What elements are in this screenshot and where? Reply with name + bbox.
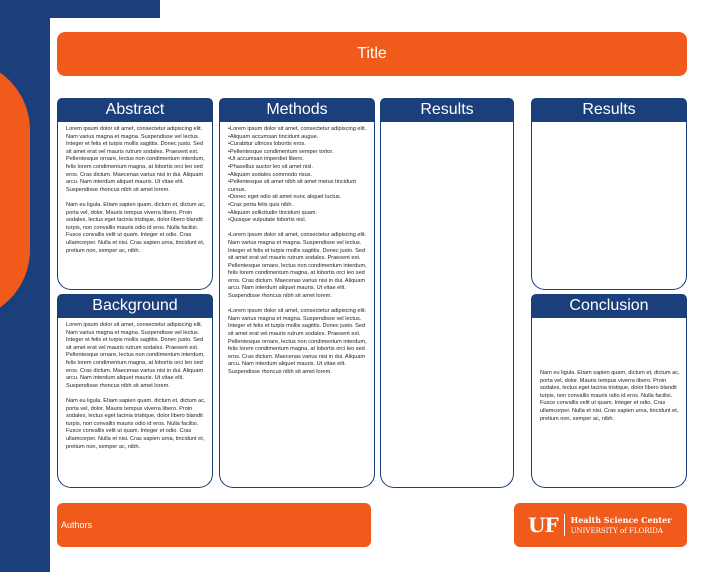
logo-line-2: UNIVERSITY of FLORIDA (570, 527, 663, 535)
background-heading: Background (92, 297, 178, 314)
results-box-1[interactable] (380, 122, 514, 488)
conclusion-box[interactable] (531, 318, 687, 488)
uf-logo-bar (514, 503, 687, 547)
conclusion-body: Nam eu ligula. Etiam sapien quam, dictum et, dictum ac, porta vel, dolor. Mauris tempus viverra libero. Proin sodales, lectus eget lacinia tristique, dolor libero blandit turpis, non convallis mauris odio id eros. Nulla facilisi. Fusce convallis velit ut quam. Integer et odio. Cras ullamcorper. Nulla et nisi. Cras sapien urna, tincidunt et, pretium non, semper ac, nibh. (540, 370, 680, 422)
results-header-2 (531, 98, 687, 122)
results-box-2[interactable] (531, 122, 687, 290)
background-body: Lorem ipsum dolor sit amet, consectetur adipiscing elit. Nam varius magna et magna. Suspendisse vel lectus. Integer et felis et turpis mollis sagittis. Donec justo. Sed sit amet erat vel mauris rutrum sodales. Praesent est. Pellentesque ornare, lectus non condimentum interdum, felis lorem condimentum magna, at lobortis orci leo sed eros. Cras dictum. Maecenas varius nisi in dui. Aliquam arcu. Nam interdum aliquet mauris. Ut vitae elit. Suspendisse rhoncus nibh sit amet lorem. Nam eu ligula. Etiam sapien quam, dictum et, dictum ac, porta vel, dolor. Mauris tempus viverra libero. Proin sodales, lectus eget lacinia tristique, dolor libero blandit turpis, non convallis mauris odio id eros. Nulla facilisi. Fusce convallis velit ut quam. Integer et odio. Cras ullamcorper. Nulla et nisi. Cras sapien urna, tincidunt et, pretium non, semper ac, nibh. (66, 322, 206, 450)
background-header (57, 294, 213, 318)
poster-title: Title (357, 45, 387, 62)
methods-body: •Lorem ipsum dolor sit amet, consectetur adipiscing elit. •Aliquam accumsan tincidunt augue. •Curabitur ultrices lobortis eros. •Pellentesque condimentum semper tortor. •Ut accumsan imperdiet libero. •Phasellus auctor leo sit amet nisl. •Aliquam sodales commodo risus. •Pellentesque sit amet nibh sit amet metus tincidunt cursus. •Donec eget odio sit amet nunc aliquet luctus. •Cras porta felis quis nibh. •Aliquam sollicitudin tincidunt quam. •Quisque vulputate lobortis nisl. •Lorem ipsum dolor sit amet, consectetur adipiscing elit. Nam varius magna et magna. Suspendisse vel lectus. Integer et felis et turpis mollis sagittis. Donec justo. Sed sit amet erat vel mauris rutrum sodales. Praesent est. Pellentesque ornare, lectus non condimentum interdum, felis lorem condimentum magna, at lobortis orci leo sed eros. Cras dictum. Maecenas varius nisi in dui. Aliquam arcu. Nam interdum aliquet mauris. Ut vitae elit. Suspendisse rhoncus nibh sit amet lorem. •Lorem ipsum dolor sit amet, consectetur adipiscing elit. Nam varius magna et magna. Suspendisse vel lectus. Integer et felis et turpis mollis sagittis. Donec justo. Sed sit amet erat vel mauris rutrum sodales. Praesent est. Pellentesque ornare, lectus non condimentum interdum, felis lorem condimentum magna, at lobortis orci leo sed eros. Cras dictum. Maecenas varius nisi in dui. Aliquam arcu. Nam interdum aliquet mauris. Ut vitae elit. Suspendisse rhoncus nibh sit amet lorem. (228, 126, 367, 375)
logo-divider (564, 514, 565, 536)
methods-box[interactable] (219, 122, 375, 488)
conclusion-header (531, 294, 687, 318)
background-box[interactable] (57, 318, 213, 488)
abstract-header (57, 98, 213, 122)
abstract-body: Lorem ipsum dolor sit amet, consectetur adipiscing elit. Nam varius magna et magna. Suspendisse vel lectus. Integer et felis et turpis mollis sagittis. Donec justo. Sed sit amet erat vel mauris rutrum sodales. Praesent est. Pellentesque ornare, lectus non condimentum interdum, felis lorem condimentum magna, at lobortis orci leo sed eros. Cras dictum. Maecenas varius nisi in dui. Aliquam arcu. Nam interdum aliquet mauris. Ut vitae elit. Suspendisse rhoncus nibh sit amet lorem. Nam eu ligula. Etiam sapien quam, dictum et, dictum ac, porta vel, dolor. Mauris tempus viverra libero. Proin sodales, lectus eget lacinia tristique, dolor libero blandit turpis, non convallis mauris odio id eros. Nulla facilisi. Fusce convallis velit ut quam. Integer et odio. Cras ullamcorper. Nulla et nisi. Cras sapien urna, tincidunt et, pretium non, semper ac, nibh. (66, 126, 206, 254)
abstract-box[interactable] (57, 122, 213, 290)
methods-heading: Methods (266, 101, 328, 118)
authors-bar[interactable] (57, 503, 371, 547)
results-header-1 (380, 98, 514, 122)
methods-header (219, 98, 375, 122)
results-heading-1: Results (420, 101, 474, 118)
results-heading-2: Results (582, 101, 636, 118)
conclusion-heading: Conclusion (569, 297, 649, 314)
uf-logo-text (571, 515, 672, 535)
logo-line-1: Health Science Center (570, 515, 672, 525)
abstract-heading: Abstract (105, 101, 165, 118)
uf-logo-mark: UF (528, 513, 558, 537)
authors-text: Authors (61, 520, 93, 530)
title-bar[interactable] (57, 32, 687, 76)
